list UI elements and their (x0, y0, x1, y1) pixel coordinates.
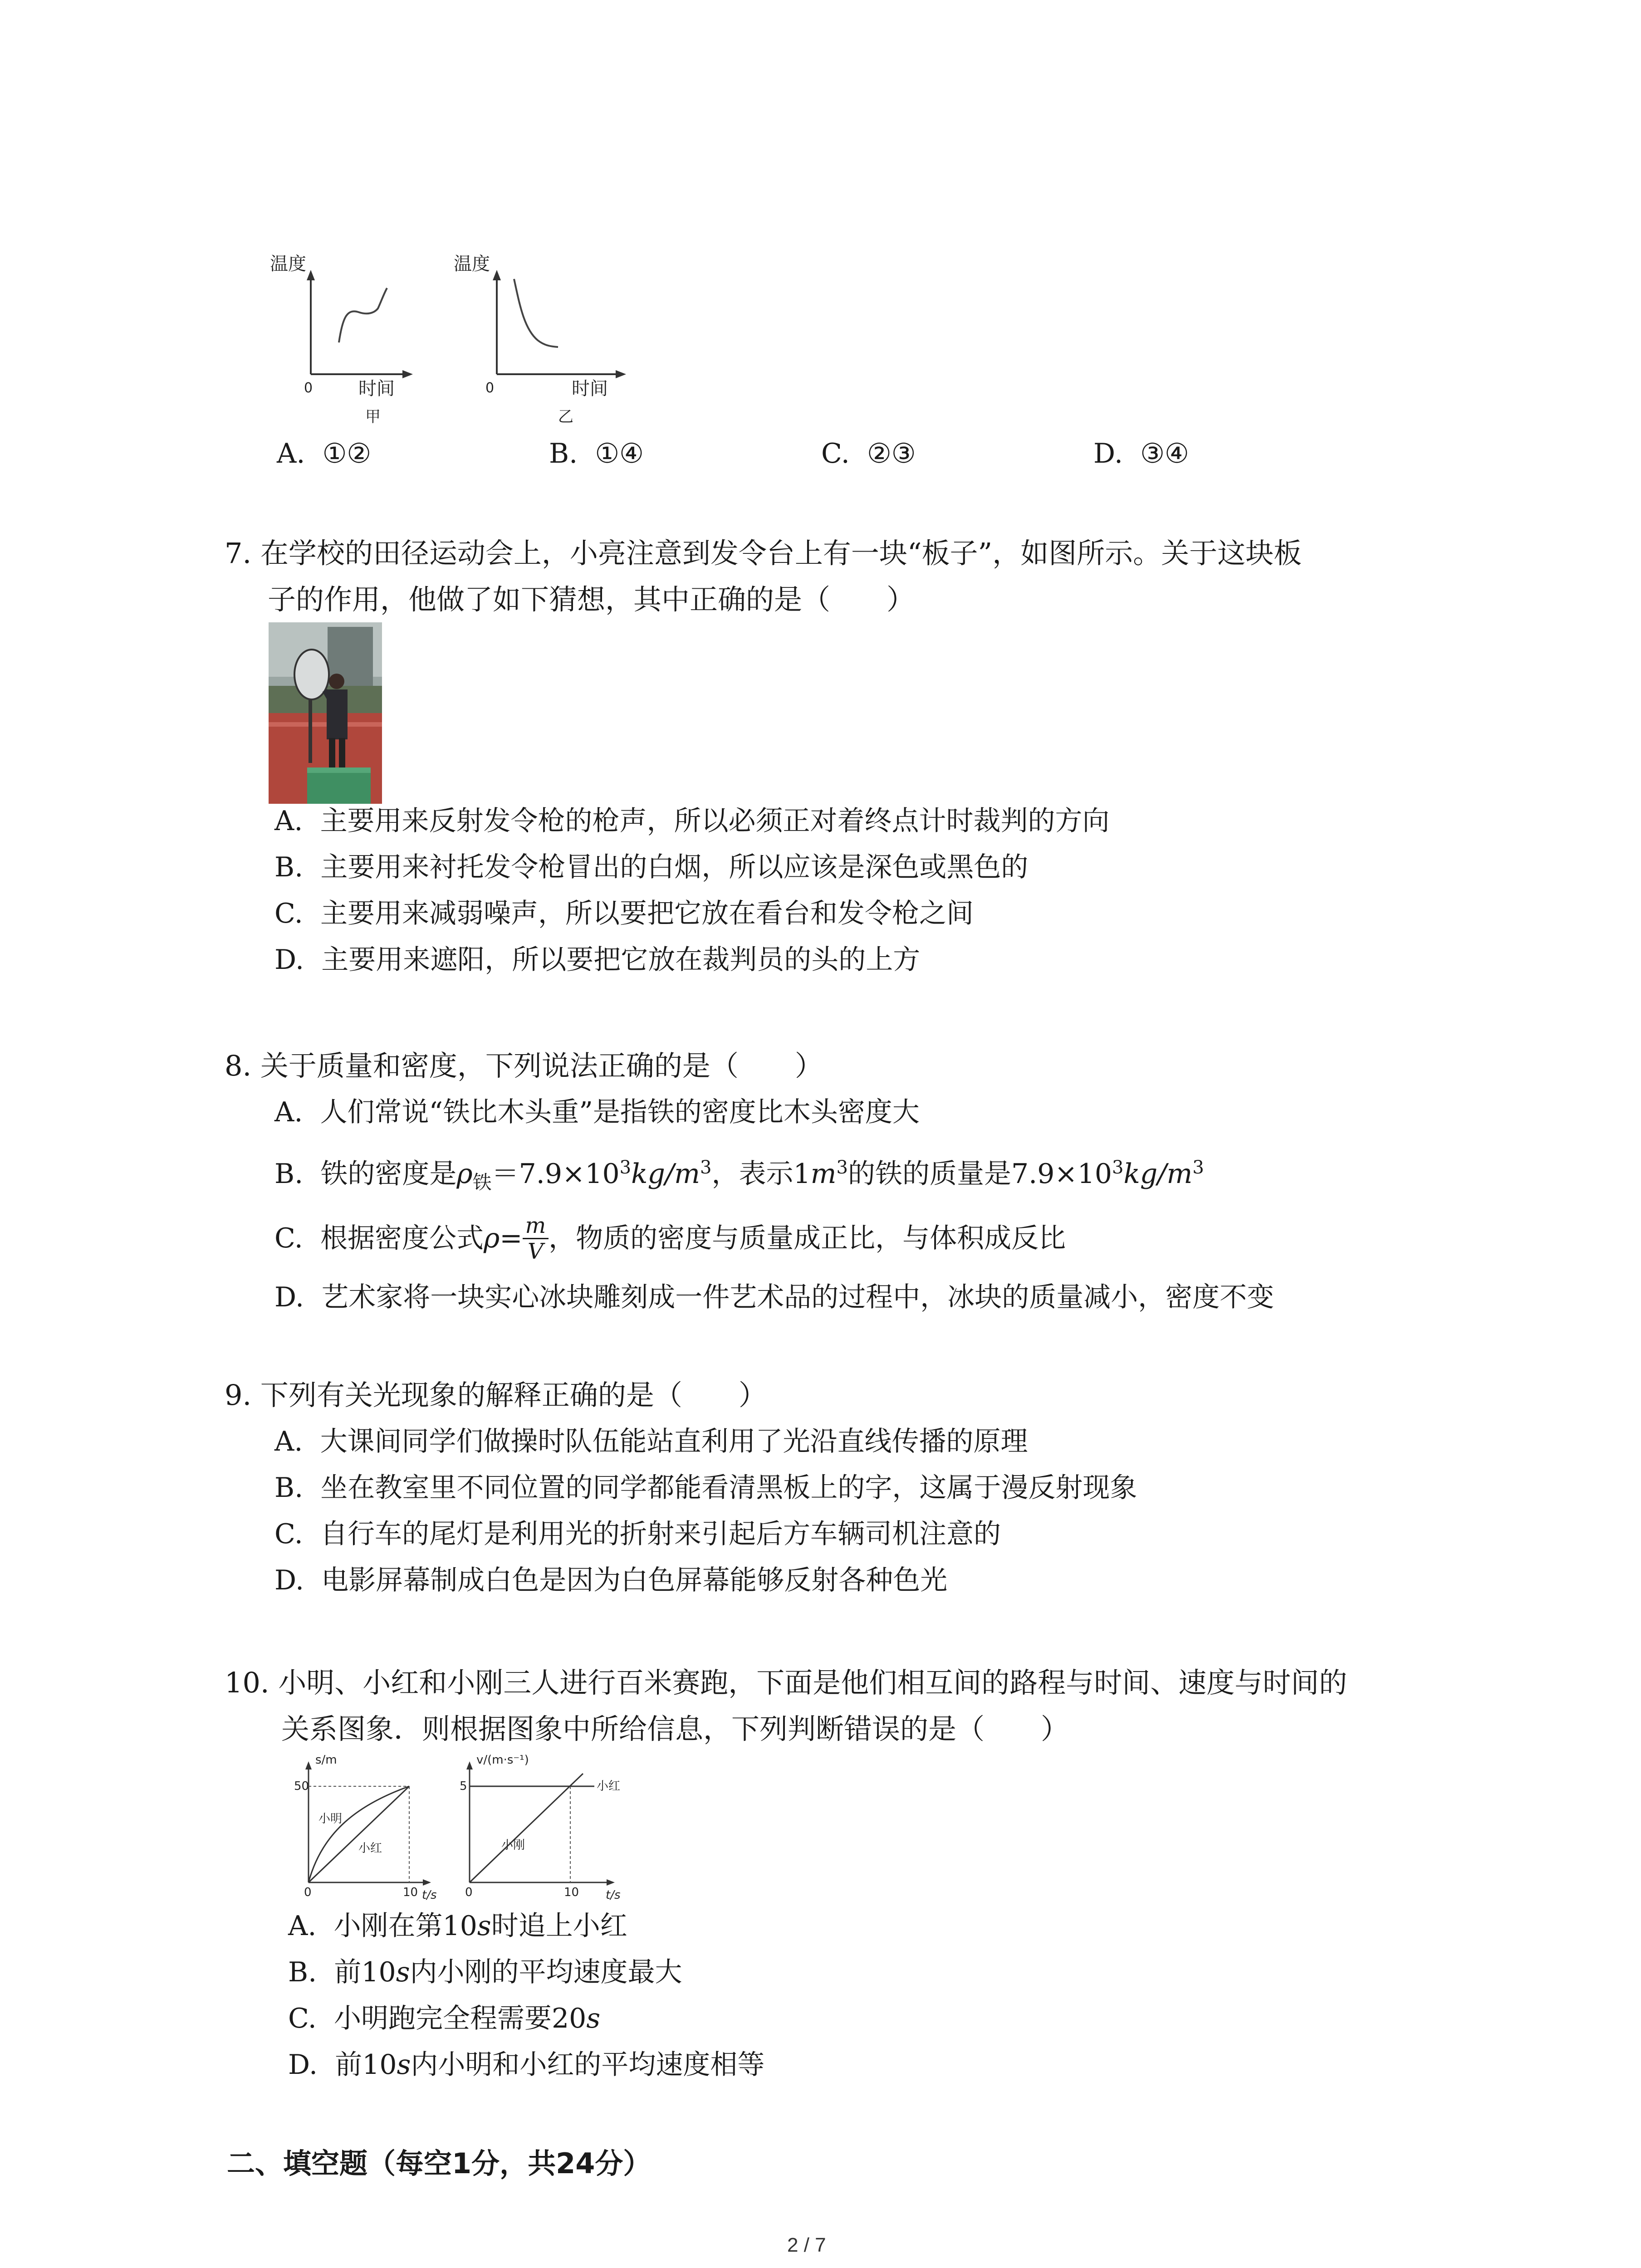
q9-stem: 9. 下列有关光现象的解释正确的是（ ） (225, 1378, 767, 1412)
q6-graph-jia (265, 245, 420, 431)
q6-yi-caption: 乙 (558, 408, 573, 426)
q7-option-d[interactable]: D. 主要用来遮阳，所以要把它放在裁判员的头的上方 (274, 944, 921, 976)
q8-option-c[interactable]: C. 根据密度公式 ρ = $\frac{m}{V}$ ，物质的密度与质量成正比，与体积成反比 (274, 1212, 1066, 1264)
q7-stem-line2: 子的作用，他做了如下猜想，其中正确的是（ ） (268, 583, 915, 616)
q6-jia-xlabel: 时间 (358, 378, 395, 399)
section-2-title: 二、填空题（每空1分，共24分） (227, 2147, 652, 2180)
q7-photo (269, 622, 382, 804)
q10-st-ytick: 50 (294, 1779, 309, 1793)
q10-vt-ytick: 5 (460, 1779, 467, 1793)
q10-st-origin: 0 (304, 1886, 312, 1899)
q6-jia-ylabel: 温度 (270, 254, 306, 274)
q10-st-label-hong: 小红 (358, 1842, 382, 1855)
q9-option-b[interactable]: B. 坐在教室里不同位置的同学都能看清黑板上的字，这属于漫反射现象 (274, 1472, 1137, 1504)
q10-st-label-ming: 小明 (318, 1812, 343, 1826)
q10-vt-origin: 0 (465, 1886, 473, 1899)
q6-option-c[interactable]: C. ②③ (821, 438, 916, 469)
q6-jia-origin: 0 (304, 380, 313, 396)
q8-stem: 8. 关于质量和密度，下列说法正确的是（ ） (225, 1049, 823, 1082)
q7-stem-line1: 7. 在学校的田径运动会上，小亮注意到发令台上有一块“板子”，如图所示。关于这块板 (225, 537, 1302, 570)
q10-st-xlabel: t/s (422, 1888, 437, 1902)
q6-option-b[interactable]: B. ①④ (549, 438, 644, 469)
q10-graph-vt (451, 1755, 642, 1904)
q6-yi-xlabel: 时间 (572, 378, 608, 399)
q10-vt-label-gang: 小刚 (501, 1838, 525, 1852)
q10-option-d[interactable]: D. 前10s内小明和小红的平均速度相等 (288, 2049, 765, 2081)
density-fraction: $\frac{m}{V}$ (523, 1213, 549, 1264)
q7-option-c[interactable]: C. 主要用来减弱噪声，所以要把它放在看台和发令枪之间 (274, 898, 974, 929)
q8-option-a[interactable]: A. 人们常说“铁比木头重”是指铁的密度比木头密度大 (274, 1096, 920, 1128)
q8-option-d[interactable]: D. 艺术家将一块实心冰块雕刻成一件艺术品的过程中，冰块的质量减小，密度不变 (274, 1281, 1274, 1313)
q10-vt-xlabel: t/s (606, 1888, 621, 1902)
q6-jia-caption: 甲 (365, 408, 381, 426)
q10-option-c[interactable]: C. 小明跑完全程需要20s (288, 2003, 601, 2034)
q6-option-a[interactable]: A. ①② (277, 438, 372, 469)
q6-yi-origin: 0 (485, 380, 495, 396)
q9-option-a[interactable]: A. 大课间同学们做操时队伍能站直利用了光沿直线传播的原理 (274, 1426, 1028, 1457)
q6-option-d[interactable]: D. ③④ (1093, 438, 1189, 469)
q9-option-c[interactable]: C. 自行车的尾灯是利用光的折射来引起后方车辆司机注意的 (274, 1518, 1001, 1550)
q7-option-b[interactable]: B. 主要用来衬托发令枪冒出的白烟，所以应该是深色或黑色的 (274, 851, 1029, 883)
q10-st-xtick: 10 (403, 1886, 418, 1899)
q10-stem-line1: 10. 小明、小红和小刚三人进行百米赛跑，下面是他们相互间的路程与时间、速度与时间的 (225, 1666, 1347, 1699)
q10-graph-st (290, 1755, 440, 1904)
q6-yi-ylabel: 温度 (454, 254, 490, 274)
q10-option-b[interactable]: B. 前10s内小刚的平均速度最大 (288, 1956, 682, 1988)
q10-vt-label-hong: 小红 (597, 1779, 621, 1793)
q10-stem-line2: 关系图象．则根据图象中所给信息，下列判断错误的是（ ） (281, 1712, 1069, 1745)
q10-vt-ylabel: v/(m·s⁻¹) (476, 1755, 529, 1767)
q6-graph-yi (451, 245, 642, 431)
page-number: 2 / 7 (787, 2234, 826, 2256)
q8-option-b[interactable]: B. 铁的密度是$\rho_铁=7.9\times 10^3kg/m^3$，表示$1m^3$的铁的质量是$7.9\times 10^3kg/m^3$ (274, 1157, 1204, 1193)
q9-option-d[interactable]: D. 电影屏幕制成白色是因为白色屏幕能够反射各种色光 (274, 1564, 948, 1596)
q10-option-a[interactable]: A. 小刚在第10s时追上小红 (288, 1910, 627, 1942)
q10-st-ylabel: s/m (315, 1755, 337, 1767)
q7-option-a[interactable]: A. 主要用来反射发令枪的枪声，所以必须正对着终点计时裁判的方向 (274, 805, 1110, 837)
q10-vt-xtick: 10 (564, 1886, 579, 1899)
